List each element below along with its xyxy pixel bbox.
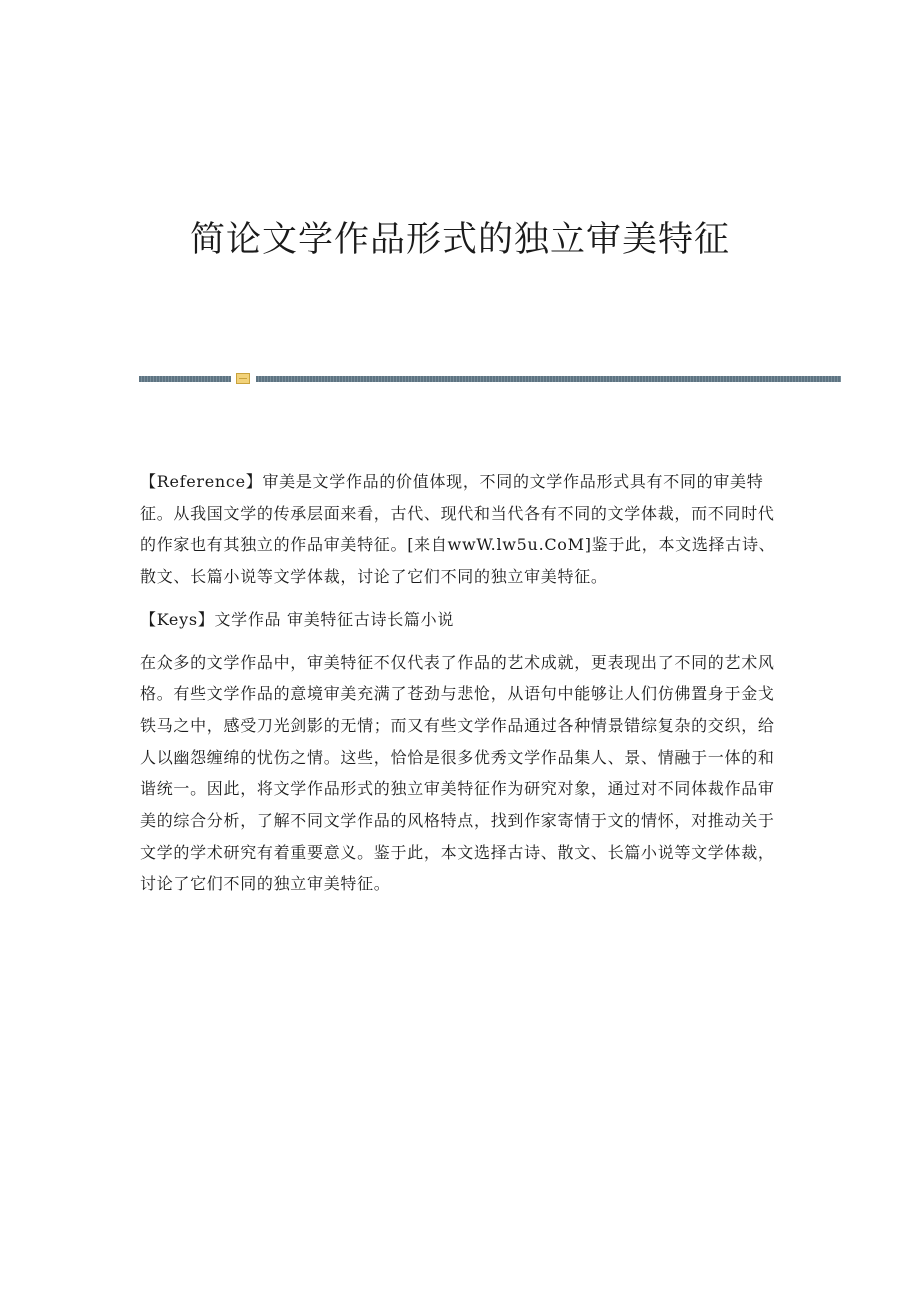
keywords-paragraph: 【Keys】文学作品 审美特征古诗长篇小说 [140,609,455,629]
document-title: 简论文学作品形式的独立审美特征 [189,220,730,260]
document-body [140,466,785,910]
divider-bar-left [139,376,231,382]
divider-ornament-icon [236,373,250,384]
divider-bar-right [256,376,841,382]
body-paragraph: 在众多的文学作品中，审美特征不仅代表了作品的艺术成就，更表现出了不同的艺术风格。有些文学作品的意境审美充满了苍劲与悲怆，从语句中能够让人们仿佛置身于金戈铁马之中，感受刀光剑影的无情；而又有些文学作品通过各种情景错综复杂的交织，给人以幽怨缠绵的忧伤之情。这些，恰恰是很多优秀文学作品集人、景、情融于一体的和谐统一。因此，将文学作品形式的独立审美特征作为研究对象，通过对不同体裁作品审美的综合分析，了解不同文学作品的风格特点，找到作家寄情于文的情怀，对推动关于文学的学术研究有着重要意义。鉴于此，本文选择古诗、散文、长篇小说等文学体裁，讨论了它们不同的独立审美特征。 [140,652,775,894]
abstract-paragraph: 【Reference】审美是文学作品的价值体现，不同的文学作品形式具有不同的审美特征。从我国文学的传承层面来看，古代、现代和当代各有不同的文学体裁，而不同时代的作家也有其独立的作品审美特征。[来自wwW.lw5u.CoM]鉴于此，本文选择古诗、散文、长篇小说等文学体裁，讨论了它们不同的独立审美特征。 [140,472,776,587]
title-divider [139,373,841,385]
